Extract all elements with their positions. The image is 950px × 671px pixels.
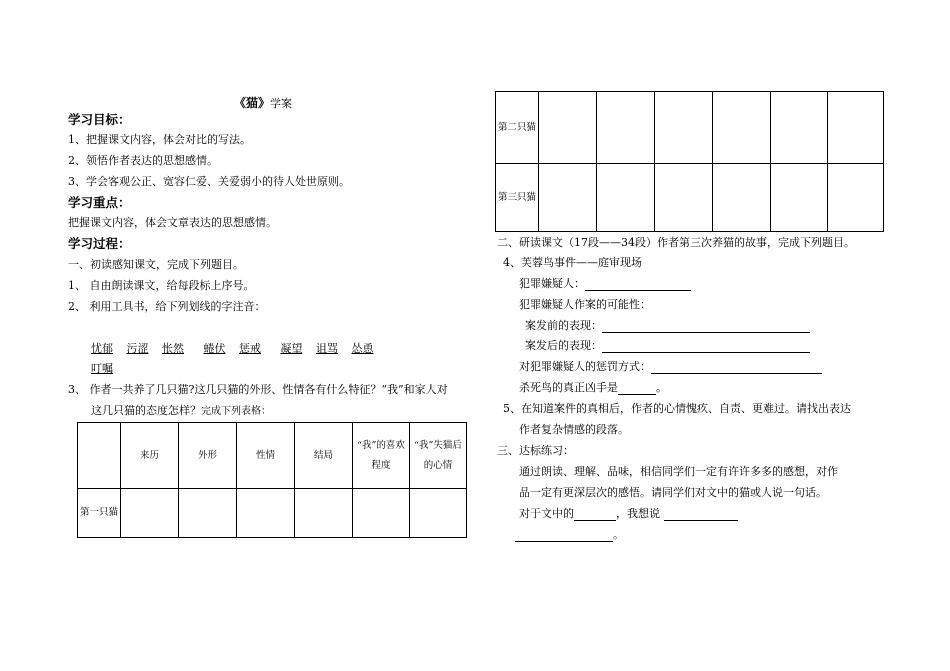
question-3-text: 这几只猫的态度怎样？ [91,404,201,417]
table-cell [655,164,713,232]
practice-line3-a: 对于文中的 [519,507,574,520]
table-row-label-first-cat: 第一只猫 [78,489,121,538]
practice-line1: 通过朗读、理解、品味，相信同学们一定有许许多多的感想，对作 [519,465,838,478]
word-item: 污涩 [126,342,149,355]
possibility-label: 犯罪嫌疑人作案的可能性： [519,298,651,311]
suspect-label: 犯罪嫌疑人： [519,277,585,290]
table-header-origin: 来历 [121,423,179,489]
part3-text: 三、达标练习： [497,444,574,457]
focus-text: 把握课文内容，体会文章表达的思想感情。 [68,216,277,229]
table-cell [828,164,884,232]
killer-end: 。 [656,381,667,394]
doc-title-sub: 学案 [270,97,293,110]
practice-line2: 品一定有更深层次的感悟。请同学们对文中的猫或人说一句话。 [519,486,827,499]
before-blank[interactable] [602,320,810,333]
practice-blank-2[interactable] [664,508,738,521]
practice-line4-end: 。 [613,528,624,541]
word-item: 惩戒 [239,342,261,355]
suspect-blank[interactable] [585,278,691,291]
killer-label: 杀死鸟的真正凶手是 [519,381,618,394]
table-header-temperament: 性情 [237,423,295,489]
part2-text: 二、研读课文（17段——34段）作者第三次养猫的故事，完成下列题目。 [497,236,855,249]
punish-blank[interactable] [651,361,822,374]
table-cell [295,489,353,538]
practice-line3-b: ，我想说 [616,507,660,520]
practice-blank-1[interactable] [574,508,616,521]
word-item: 凝望 [280,342,303,355]
table-cell [771,92,828,164]
cat-table-right [495,91,884,232]
word-list-row1 [91,340,384,356]
word-item: 叮嘱 [91,362,113,375]
goal-2: 2、领悟作者表达的思想感情。 [68,154,218,167]
practice-line4 [515,526,624,542]
cat-table-left [77,422,467,538]
before-label: 案发前的表现： [525,319,602,332]
question-3-line1: 3、 作者一共养了几只猫?这几只猫的外形、性情各有什么特征？“我”和家人对 [68,383,448,396]
word-item: 怂恿 [351,342,374,355]
after-line [525,337,810,353]
after-blank[interactable] [602,340,810,353]
table-header-fate: 结局 [295,423,353,489]
punish-label: 对犯罪嫌疑人的惩罚方式： [519,360,651,373]
word-item: 蜷伏 [203,342,226,355]
practice-blank-3[interactable] [515,529,613,542]
table-cell [655,92,713,164]
table-cell [597,92,655,164]
word-item: 忧郁 [91,342,113,355]
goal-3: 3、学会客观公正、宽容仁爱、关爱弱小的待人处世原则。 [68,175,350,188]
killer-blank[interactable] [618,382,656,395]
table-cell [353,489,410,538]
word-list-row2 [91,360,113,376]
table-header-appearance: 外形 [179,423,237,489]
practice-line3 [519,505,738,521]
table-cell [179,489,237,538]
table-cell [539,92,597,164]
table-corner-cell [78,423,121,489]
after-label: 案发后的表现： [525,339,602,352]
question-1: 1、 自由朗读课文，给每段标上序号。 [68,279,255,292]
killer-line [519,379,667,395]
table-header-feeling: “我”失猫后的心情 [410,423,467,489]
table-cell [539,164,597,232]
table-header-fondness: “我”的喜欢程度 [353,423,410,489]
doc-title [234,94,292,111]
table-cell [410,489,467,538]
table-cell [828,92,884,164]
process-heading: 学习过程： [68,236,131,251]
punish-line [519,358,822,374]
table-cell [597,164,655,232]
table-cell [713,164,771,232]
word-item: 诅骂 [316,342,338,355]
table-cell [771,164,828,232]
question-4: 4、芙蓉鸟事件——庭审现场 [503,256,642,269]
focus-heading: 学习重点： [68,195,131,210]
doc-title-main: 《猫》 [234,96,271,110]
table-row-label-third-cat: 第三只猫 [496,164,539,232]
question-3-tail: 完成下列表格： [201,406,271,417]
goal-1: 1、把握课文内容，体会对比的写法。 [68,133,251,146]
question-5-line1: 5、在知道案件的真相后，作者的心情愧疚、自责、更难过。请找出表达 [503,402,851,415]
goals-heading: 学习目标： [68,112,131,127]
table-cell [121,489,179,538]
question-2: 2、 利用工具书，给下列划线的字注音： [68,300,266,313]
before-line [525,317,810,333]
part1-text: 一、初读感知课文，完成下列题目。 [68,258,244,271]
question-3-line2 [91,402,271,418]
table-cell [713,92,771,164]
table-cell [237,489,295,538]
word-item: 怅然 [162,342,184,355]
question-5-line2: 作者复杂情感的段落。 [519,423,629,436]
table-row-label-second-cat: 第二只猫 [496,92,539,164]
suspect-line [519,275,691,291]
